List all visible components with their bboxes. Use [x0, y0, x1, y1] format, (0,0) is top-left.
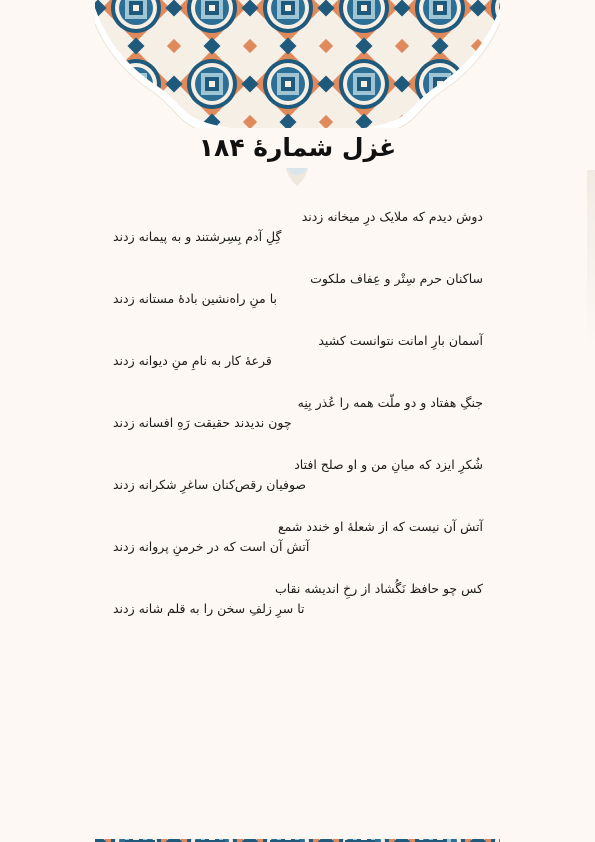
couplet-first-line: دوش دیدم که ملایک درِ میخانه زدند [301, 209, 483, 224]
couplet [112, 391, 484, 453]
couplet-first-line: شُکرِ ایزد که میانِ من و او صلح افتاد [294, 457, 483, 472]
couplet-first-line: کس چو حافظ نَگُشاد از رخِ اندیشه نقاب [274, 581, 483, 596]
couplet-first-line: جنگِ هفتاد و دو ملّت همه را عُذر بِنِه [297, 395, 483, 410]
couplet-second-line: گِلِ آدم بِسِرشتند و به پیمانه زدند [113, 229, 282, 244]
couplet-second-line: قرعهٔ کار به نامِ منِ دیوانه زدند [113, 353, 272, 368]
couplet [112, 577, 484, 639]
couplet-first-line: ساکنان حرم سِتْر و عِفاف ملکوت [310, 271, 483, 286]
couplet-second-line: تا سرِ زلفِ سخن را به قلم شانه زدند [113, 601, 305, 616]
couplet [112, 453, 484, 515]
couplet-first-line: آسمان بارِ امانت نتوانست کشید [318, 333, 483, 348]
couplet-second-line: صوفیان رقص‌کنان ساغرِ شکرانه زدند [113, 477, 307, 492]
couplet-second-line: با منِ راه‌نشین بادهٔ مستانه زدند [113, 291, 277, 306]
couplet [112, 205, 484, 267]
tile-pattern-footer [95, 834, 500, 842]
couplet-first-line: آتش آن نیست که از شعلهٔ او خندد شمع [278, 519, 483, 534]
couplet [112, 267, 484, 329]
page-edge-shade [587, 170, 595, 350]
page-title: غزل شمارهٔ ۱۸۴ [198, 133, 397, 162]
couplet-second-line: آتش آن است که در خرمنِ پروانه زدند [113, 539, 310, 554]
couplet [112, 515, 484, 577]
couplet [112, 329, 484, 391]
couplet-second-line: چون ندیدند حقیقت رَهِ افسانه زدند [113, 415, 292, 430]
poem-body [112, 205, 484, 639]
